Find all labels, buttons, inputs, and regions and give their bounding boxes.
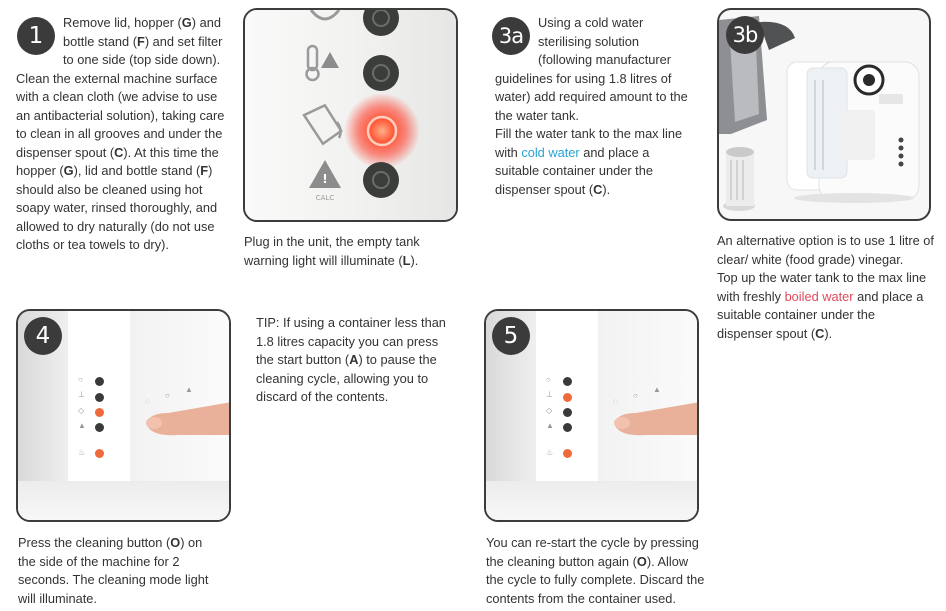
step3a-badge: 3a: [492, 17, 530, 55]
boiled-water-highlight: boiled water: [784, 288, 854, 304]
side-icon-6: ◌: [613, 397, 618, 406]
indicator-dot: [563, 377, 572, 386]
step3a-text: Using a cold water sterilising solution (following manufacturer guidelines for using 1.8 litres of water) add required amount to the the water tank. Fill the water tank to the max line with cold water and place a suitable container under the dispenser spout (C).: [495, 15, 688, 197]
side-icon-1: ○: [546, 375, 551, 384]
indicator-dot: [95, 377, 104, 386]
control-button-calc: [363, 162, 399, 198]
svg-text:!: !: [322, 172, 328, 186]
step3b-text: An alternative option is to use 1 litre of clear/ white (food grade) vinegar. Top up the water tank to the max line with freshly boiled water and place a suitable container under the dispenser spout (C).: [717, 233, 934, 341]
machine-illustration: [787, 62, 919, 203]
side-icon-2: ⊥: [78, 390, 85, 399]
step5-image: [484, 309, 699, 522]
step5-caption: You can re-start the cycle by pressing the cleaning button again (O). Allow the cycle to fully complete. Discard the contents from the container used.: [486, 535, 705, 606]
indicator-dot: [563, 408, 572, 417]
side-icon-8: ▲: [185, 385, 193, 394]
side-icon-8: ▲: [653, 385, 661, 394]
side-icon-6: ◌: [145, 397, 150, 406]
indicator-dot-active: [563, 393, 572, 402]
tank-pour-icon: [304, 104, 343, 146]
indicator-dot: [563, 423, 572, 432]
side-icon-7: ○: [165, 391, 170, 400]
side-icon-1: ○: [78, 375, 83, 384]
step4-caption: Press the cleaning button (O) on the side of the machine for 2 seconds. The cleaning mode light will illuminate.: [18, 535, 209, 606]
side-icon-3: ◇: [78, 406, 85, 415]
indicator-dot-active: [95, 408, 104, 417]
filter-illustration: [723, 147, 755, 211]
step2-caption: Plug in the unit, the empty tank warning light will illuminate (L).: [244, 234, 420, 268]
cleaning-mode-light: [563, 449, 572, 458]
indicator-dot: [95, 423, 104, 432]
side-icon-3: ◇: [546, 406, 553, 415]
step1-text: Remove lid, hopper (G) and bottle stand (F) and set filter to one side (top side down). Clean the external machine surface with a clean cloth (we advise to use an antibacterial solution), taking care to clean in all grooves and under the dispenser spout (C). At this time the hopper (G), lid and bottle stand (F) should also be cleaned using hot soapy water, rinsed thoroughly, and allowed to dry naturally (do not use cloths or tea towels to dry).: [16, 15, 225, 252]
step4-badge: 4: [24, 317, 62, 355]
control-panel-illustration: [245, 10, 457, 222]
step3b-badge: 3b: [726, 16, 764, 54]
empty-tank-warning-light: [344, 93, 420, 169]
cleaning-mode-light: [95, 449, 104, 458]
step1-badge: 1: [17, 17, 55, 55]
side-icon-4: ▲: [78, 421, 86, 430]
side-icon-5: ♨: [546, 448, 554, 457]
cold-water-highlight: cold water: [521, 144, 580, 160]
top-icon-partial: [311, 10, 339, 19]
hand-icon: [138, 391, 231, 451]
warning-icon: [321, 52, 339, 68]
control-button-temp: [363, 55, 399, 91]
side-icon-7: ○: [633, 391, 638, 400]
calc-label: CALC: [315, 194, 335, 202]
step4-image: [16, 309, 231, 522]
tip-text: TIP: If using a container less than 1.8 litres capacity you can press the start button (A) to pause the cleaning cycle, allowing you to discard of the contents.: [256, 315, 446, 404]
indicator-dot: [95, 393, 104, 402]
step5-badge: 5: [492, 317, 530, 355]
side-icon-5: ♨: [78, 448, 86, 457]
side-icon-2: ⊥: [546, 390, 553, 399]
side-icon-4: ▲: [546, 421, 554, 430]
step3b-image: [717, 8, 931, 221]
thermometer-icon: [307, 46, 319, 80]
step2-image: [243, 8, 458, 222]
hand-icon: [606, 391, 699, 451]
